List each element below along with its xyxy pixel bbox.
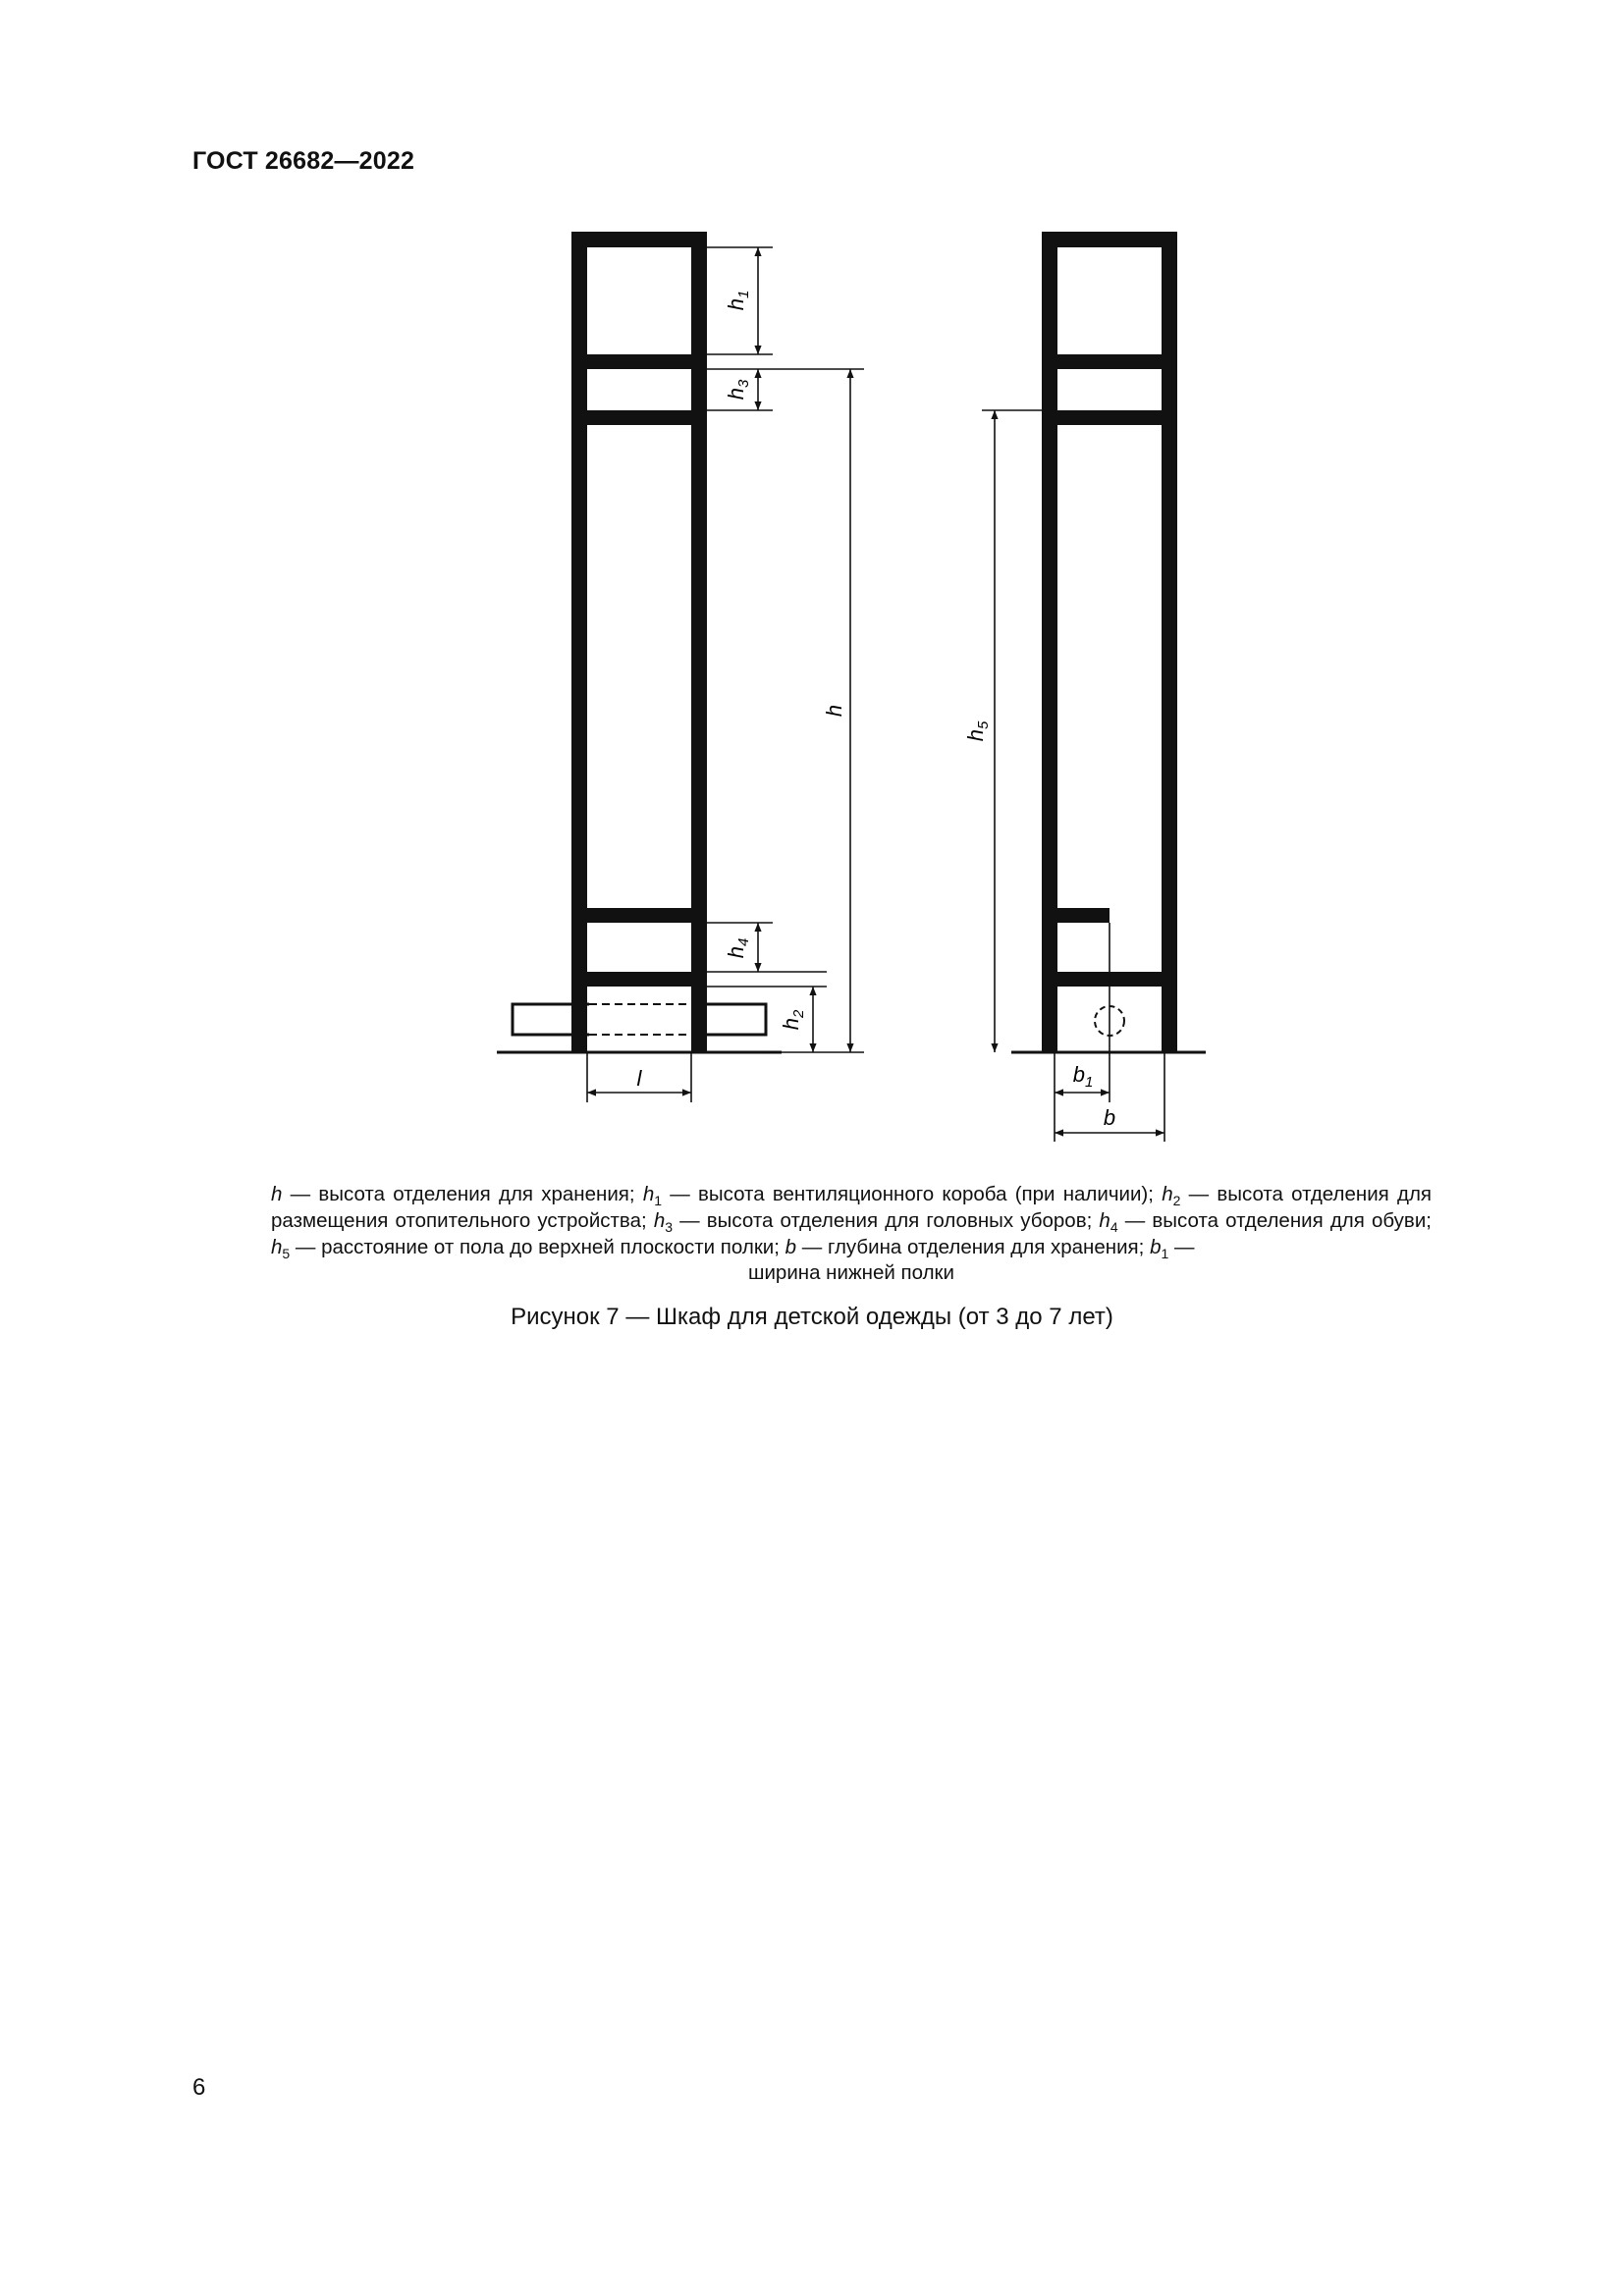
label-h2: $h_2$ [779,1009,807,1031]
label-b: b [1103,1105,1116,1130]
front-shelf [571,908,707,923]
legend-item [271,1183,643,1205]
label-h3: $h_3$ [724,379,752,400]
legend-last-line: ширина нижней полки [748,1261,954,1285]
legend-symbol-subscript: 1 [654,1193,663,1209]
legend-text: — высота отделения для обуви; [1117,1208,1432,1232]
front-shelf [571,410,707,425]
legend-text: — высота отделения для головных уборов; [673,1208,1100,1232]
legend-symbol: h [653,1208,666,1232]
side-shelf [1042,354,1177,369]
legend-text: — расстояние от пола до верхней плоскости полки; [290,1235,785,1258]
legend-symbol: h [271,1183,283,1205]
legend-symbol: h [1099,1208,1110,1232]
legend-item [785,1236,1150,1258]
legend-symbol: h [271,1235,283,1258]
side-low-shelf [1042,908,1110,923]
side-frame-top [1042,232,1177,247]
side-view [963,232,1206,1142]
document-header: ГОСТ 26682—2022 [192,147,415,175]
figure-legend [271,1183,1432,1286]
label-l: l [636,1066,642,1091]
legend-symbol: h [1162,1183,1173,1205]
legend-symbol-subscript: 1 [1161,1245,1169,1261]
front-view [497,232,864,1102]
legend-item [1150,1235,1195,1261]
legend-item [642,1183,1163,1209]
front-shelf [571,354,707,369]
figure-caption: Рисунок 7 — Шкаф для детской одежды (от 3 до 7 лет) [511,1304,1113,1330]
legend-text: — высота отделения для размещения отопительного устройства; [271,1183,1433,1232]
label-b1: $b_1$ [1072,1062,1094,1091]
legend-symbol: b [785,1235,797,1258]
legend-symbol-subscript: 3 [665,1218,674,1235]
legend-symbol-subscript: 4 [1110,1218,1118,1235]
legend-text: — глубина отделения для хранения; [796,1235,1151,1258]
side-shelf [1042,410,1177,425]
heater-outline [513,1004,766,1035]
legend-text: — высота вентиляционного короба (при наличии); [662,1183,1163,1205]
label-h5: $h_5$ [963,721,992,742]
front-shelf [571,972,707,987]
label-h4: $h_4$ [724,937,752,959]
legend-text: — [1168,1235,1195,1258]
page-number: 6 [192,2074,206,2101]
legend-symbol: b [1150,1235,1162,1258]
legend-symbol-subscript: 5 [282,1245,291,1261]
legend-text: — высота отделения для хранения; [282,1183,643,1205]
legend-symbol: h [642,1183,655,1205]
legend-item [653,1208,1100,1235]
front-frame-top [571,232,707,247]
label-h1: $h_1$ [724,290,752,311]
legend-item [271,1235,785,1261]
label-h: h [822,704,846,718]
legend-symbol-subscript: 2 [1172,1193,1181,1209]
legend-items [271,1183,1433,1261]
legend-item [1099,1208,1432,1235]
